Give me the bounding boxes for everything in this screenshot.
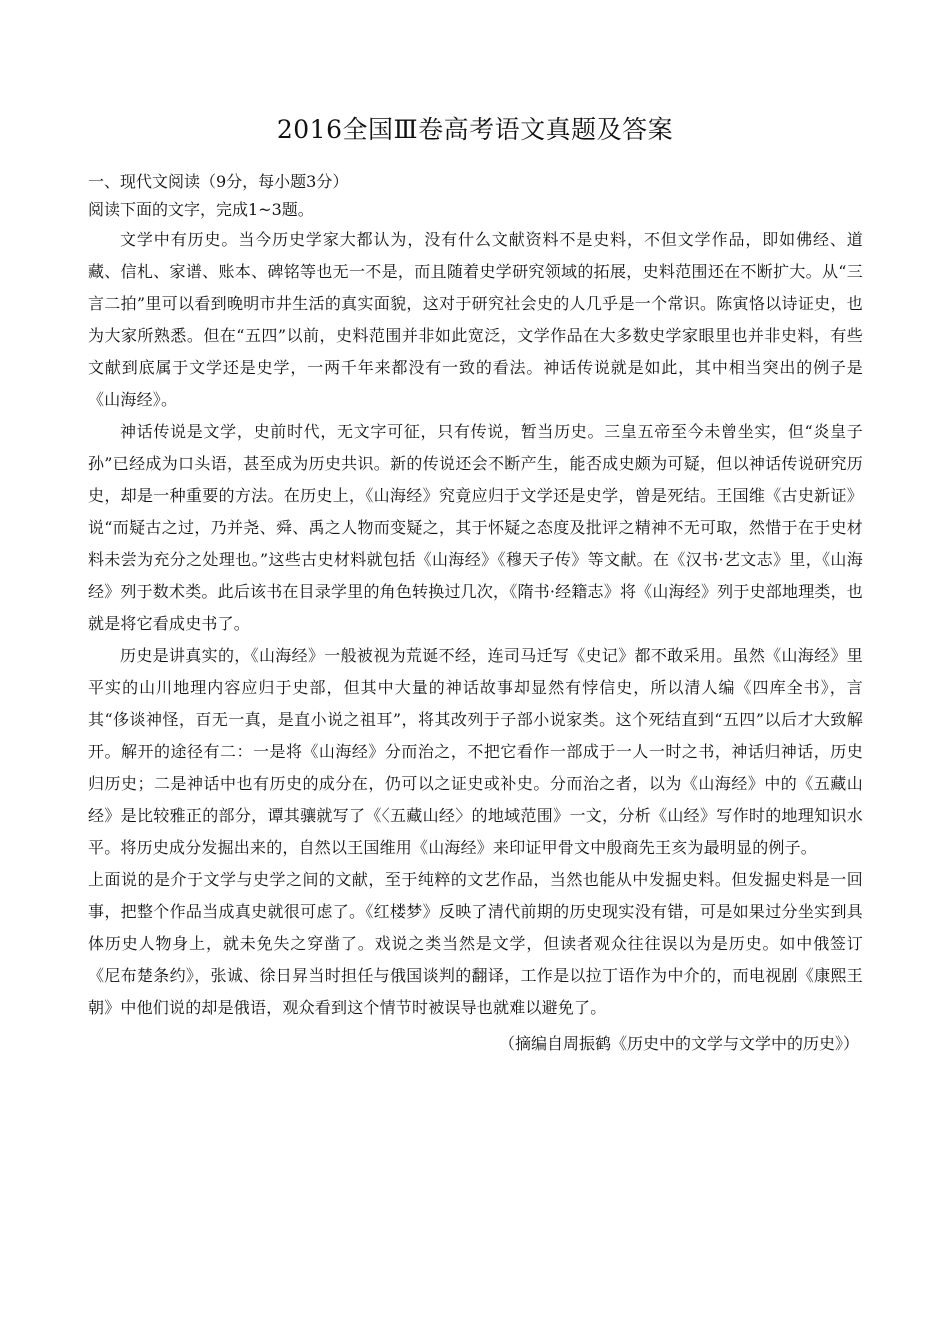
page-title: 2016全国Ⅲ卷高考语文真题及答案 <box>276 115 674 144</box>
paragraph-2: 神话传说是文学，史前时代，无文字可征，只有传说，暂当历史。三皇五帝至今未曾坐实，但“炎皇子孙”已经成为口头语，甚至成为历史共识。新的传说还会不断产生，能否成史颇为可疑，但以神话传说研究历史，却是一种重要的方法。在历史上，《山海经》究竟应归于文学还是史学，曾是死结。王国维《古史新证》说“而疑古之过，乃并尧、舜、禹之人物而变疑之，其于怀疑之态度及批评之精神不无可取，然惜于在于史材料未尝为充分之处理也。”这些古史材料就包括《山海经》《穆天子传》等文献。在《汉书·艺文志》里，《山海经》列于数术类。此后该书在目录学里的角色转换过几次，《隋书·经籍志》将《山海经》列于史部地理类，也就是将它看成史书了。 <box>88 422 863 633</box>
document-body <box>88 168 863 1058</box>
source-citation: （摘编自周振鹤《历史中的文学与文学中的历史》） <box>498 1034 859 1053</box>
paragraph-4: 上面说的是介于文学与史学之间的文献，至于纯粹的文艺作品，当然也能从中发掘史料。但发掘史料是一回事，把整个作品当成真史就很可虑了。《红楼梦》反映了清代前期的历史现实没有错，可是如果过分坐实到具体历史人物身上，就未免失之穿凿了。戏说之类当然是文学，但读者观众往往误以为是历史。如中俄签订《尼布楚条约》，张诚、徐日昇当时担任与俄国谈判的翻译，工作是以拉丁语作为中介的，而电视剧《康熙王朝》中他们说的却是俄语，观众看到这个情节时被误导也就难以避免了。 <box>88 870 863 1017</box>
reading-instruction: 阅读下面的文字，完成1~3题。 <box>88 200 314 219</box>
paragraph-1: 文学中有历史。当今历史学家大都认为，没有什么文献资料不是史料，不但文学作品，即如佛经、道藏、信札、家谱、账本、碑铭等也无一不是，而且随着史学研究领域的拓展，史料范围还在不断扩大。从“三言二拍”里可以看到晚明市井生活的真实面貌，这对于研究社会史的人几乎是一个常识。陈寅恪以诗证史，也为大家所熟悉。但在“五四”以前，史料范围并非如此宽泛，文学作品在大多数史学家眼里也并非史料，有些文献到底属于文学还是史学，一两千年来都没有一致的看法。神话传说就是如此，其中相当突出的例子是《山海经》。 <box>88 230 863 409</box>
section-heading: 一、现代文阅读（9分，每小题3分） <box>88 172 349 191</box>
paragraph-3: 历史是讲真实的，《山海经》一般被视为荒诞不经，连司马迁写《史记》都不敢采用。虽然《山海经》里平实的山川地理内容应归于史部，但其中大量的神话故事却显然有悖信史，所以清人编《四库全书》，言其“侈谈神怪，百无一真，是直小说之祖耳”，将其改列于子部小说家类。这个死结直到“五四”以后才大致解开。解开的途径有二：一是将《山海经》分而治之，不把它看作一部成于一人一时之书，神话归神话，历史归历史；二是神话中也有历史的成分在，仍可以之证史或补史。分而治之者，以为《山海经》中的《五藏山经》是比较雅正的部分，谭其骧就写了《〈五藏山经〉的地域范围》一文，分析《山经》写作时的地理知识水平。将历史成分发掘出来的，自然以王国维用《山海经》来印证甲骨文中殷商先王亥为最明显的例子。 <box>88 646 863 857</box>
